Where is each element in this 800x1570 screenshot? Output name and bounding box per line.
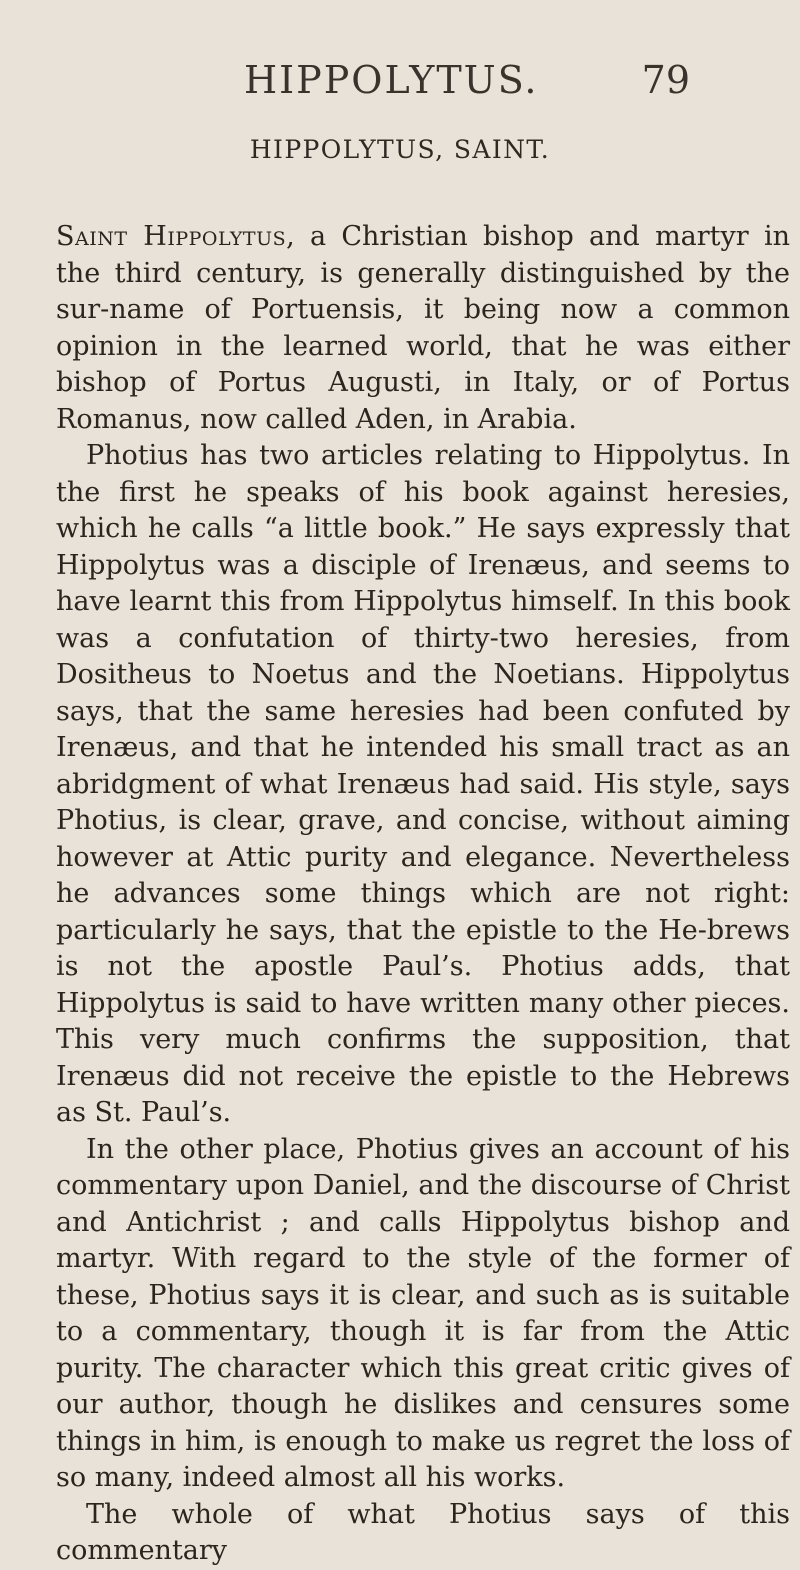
running-head bbox=[0, 58, 800, 108]
running-title: HIPPOLYTUS. bbox=[244, 58, 539, 102]
paragraph-1-text: , a Christian bishop and martyr in the third century, is generally distinguished by the sur-name of Portuensis, it being now a common opinion in the learned world, that he was either bishop of Portus Augusti, in Italy, or of Portus Romanus, now called Aden, in Arabia. bbox=[56, 221, 790, 435]
page-number: 79 bbox=[641, 58, 690, 102]
article-title: HIPPOLYTUS, SAINT. bbox=[249, 135, 551, 164]
paragraph-3: In the other place, Photius gives an account of his commentary upon Daniel, and the discourse of Christ and Antichrist ; and calls Hippolytus bishop and martyr. With regard to the style of the former of these, Photius says it is clear, and such as is suitable to a commentary, though it is far from the Attic purity. The character which this great critic gives of our author, though he dislikes and censures some things in him, is enough to make us regret the loss of so many, indeed almost all his works. bbox=[56, 1133, 790, 1493]
opening-name: Saint Hippolytus bbox=[56, 221, 287, 252]
article-body bbox=[56, 219, 790, 1570]
paragraph-4: The whole of what Photius says of this commentary bbox=[56, 1498, 790, 1566]
paragraph-2: Photius has two articles relating to Hippolytus. In the first he speaks of his book against heresies, which he calls “a little book.” He says expressly that Hippolytus was a disciple of Irenæus, and seems to have learnt this from Hippolytus himself. In this book was a confutation of thirty-two heresies, from Dositheus to Noetus and the Noetians. Hippolytus says, that the same heresies had been confuted by Irenæus, and that he intended his small tract as an abridgment of what Irenæus had said. His style, says Photius, is clear, grave, and concise, without aiming however at Attic purity and elegance. Nevertheless he advances some things which are not right: particularly he says, that the epistle to the He-brews is not the apostle Paul’s. Photius adds, that Hippolytus is said to have written many other pieces. This very much confirms the supposition, that Irenæus did not receive the epistle to the Hebrews as St. Paul’s. bbox=[56, 440, 790, 1128]
paragraph-1 bbox=[56, 219, 790, 438]
